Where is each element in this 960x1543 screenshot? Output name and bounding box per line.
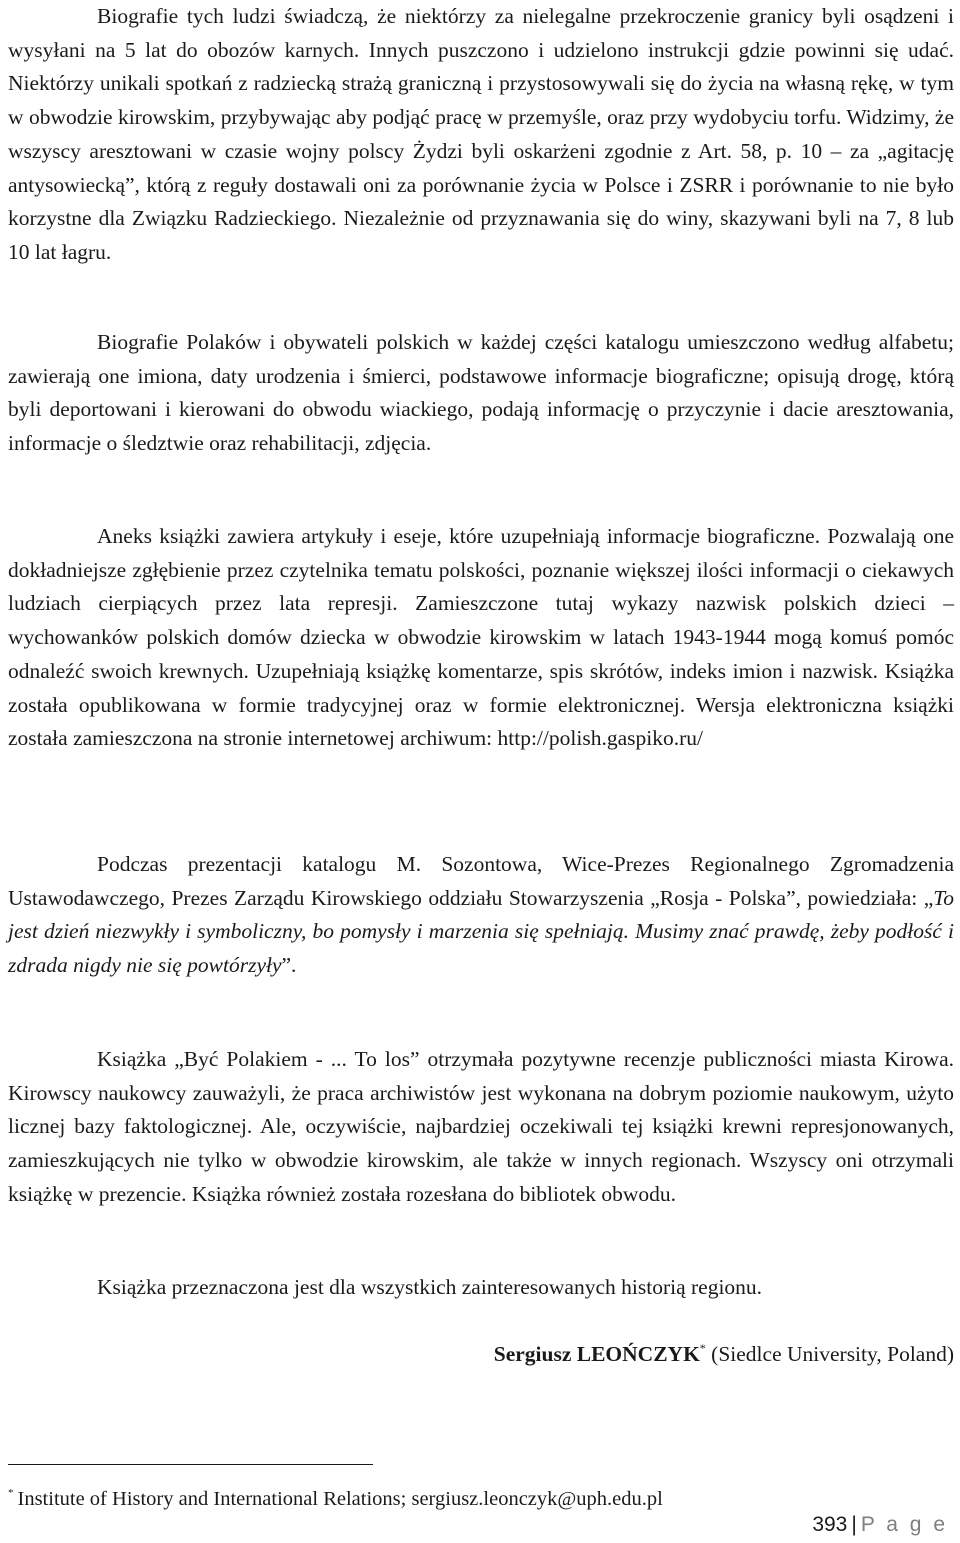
quote-tail: ”. [281,953,297,978]
footnote [8,1478,663,1514]
author-name: Sergiusz LEOŃCZYK [493,1342,700,1366]
paragraph-deportation-biographies [8,0,954,270]
footnote-marker: * [8,1487,14,1499]
author-signature [494,1332,954,1372]
paragraph-annex: Aneks książki zawiera artykuły i eseje, które uzupełniają informacje biograficzne. Pozwalają one dokładniejsze zgłębienie przez czytelnika tematu polskości, poznanie większej ilości informacji o ciekawych ludziach cierpiących przez lata represji. Zamieszczone tutaj wykazy nazwisk polskich dzieci – wychowanków polskich domów dziecka w obwodzie kirowskim w latach 1943-1944 mogą komuś pomóc odnaleźć swoich krewnych. Uzupełniają książkę komentarze, spis skrótów, indeks imion i nazwisk. Książka została opublikowana w formie tradycyjnej oraz w formie elektronicznej. Wersja elektroniczna książki została zamieszczona na stronie internetowej archiwum: http://polish.gaspiko.ru/ [8,524,954,751]
quote-lead: Podczas prezentacji katalogu M. Sozontowa, Wice-Prezes Regionalnego Zgromadzenia Ustawodawczego, Prezes Zarządu Kirowskiego oddziału Stowarzyszenia „Rosja - Polska”, powiedziała: „ [8,852,954,910]
author-affiliation: (Siedlce University, Poland) [711,1342,954,1366]
paragraph-audience: Książka przeznaczona jest dla wszystkich zainteresowanych historią regionu. [97,1275,763,1299]
page-number-separator: | [851,1513,857,1536]
page-number [812,1511,948,1539]
paragraph-reception: Książka „Być Polakiem - ... To los” otrzymała pozytywne recenzje publiczności miasta Kirowa. Kirowscy naukowcy zauważyli, że praca archiwistów jest wykonana na dobrym poziomie naukowym, użyto licznej bazy faktologicznej. Ale, oczywiście, najbardziej oczekiwali tej książki krewni represjonowanych, zamieszkujących nie tylko w obwodzie kirowskim, ale także w innych regionach. Wszyscy oni otrzymali książkę w prezencie. Książka również została rozesłana do bibliotek obwodu. [8,1047,954,1206]
footnote-text: Institute of History and International Relations; sergiusz.leonczyk@uph.edu.pl [17,1488,663,1510]
paragraph-text: Biografie tych ludzi świadczą, że niektórzy za nielegalne przekroczenie granicy byli osądzeni i wysyłani na 5 lat do obozów karnych. Innych puszczono i udzielono instrukcji gdzie powinni się udać. Niektórzy unikali spotkań z radziecką strażą graniczną i przystosowywali się do życia na własną rękę, w tym w obwodzie kirowskim, przybywając aby podjąć pracę w przemyśle, oraz przy wydobyciu torfu. Widzimy, że wszyscy aresztowani w czasie wojny polscy Żydzi byli oskarżeni zgodnie z Art. 58, p. 10 – za „agitację antysowiecką”, którą z reguły dostawali oni za porównanie życia w Polsce i ZSRR i porównanie to nie było korzystne dla Związku Radzieckiego. Niezależnie od przyznawania się do winy, skazywani byli na 7, 8 lub 10 lat łagru. [8,4,954,264]
footnote-divider [8,1464,373,1465]
page-number-value: 393 [812,1513,848,1536]
quote-text: To jest dzień niezwykły i symboliczny, bo pomysły i marzenia się spełniają. Musimy znać prawdę, żeby podłość i zdrada nigdy nie się powtórzyły [8,885,954,978]
footnote-marker: * [699,1341,706,1355]
paragraph-catalog-structure: Biografie Polaków i obywateli polskich w każdej części katalogu umieszczono według alfabetu; zawierają one imiona, daty urodzenia i śmierci, podstawowe informacje biograficzne; opisują drogę, którą byli deportowani i kierowani do obwodu wiackiego, podają informację o przyczynie i dacie aresztowania, informacje o śledztwie oraz rehabilitacji, zdjęcia. [8,330,954,456]
page-label: P a g e [860,1513,948,1536]
paragraph-presentation-quote [8,848,954,983]
